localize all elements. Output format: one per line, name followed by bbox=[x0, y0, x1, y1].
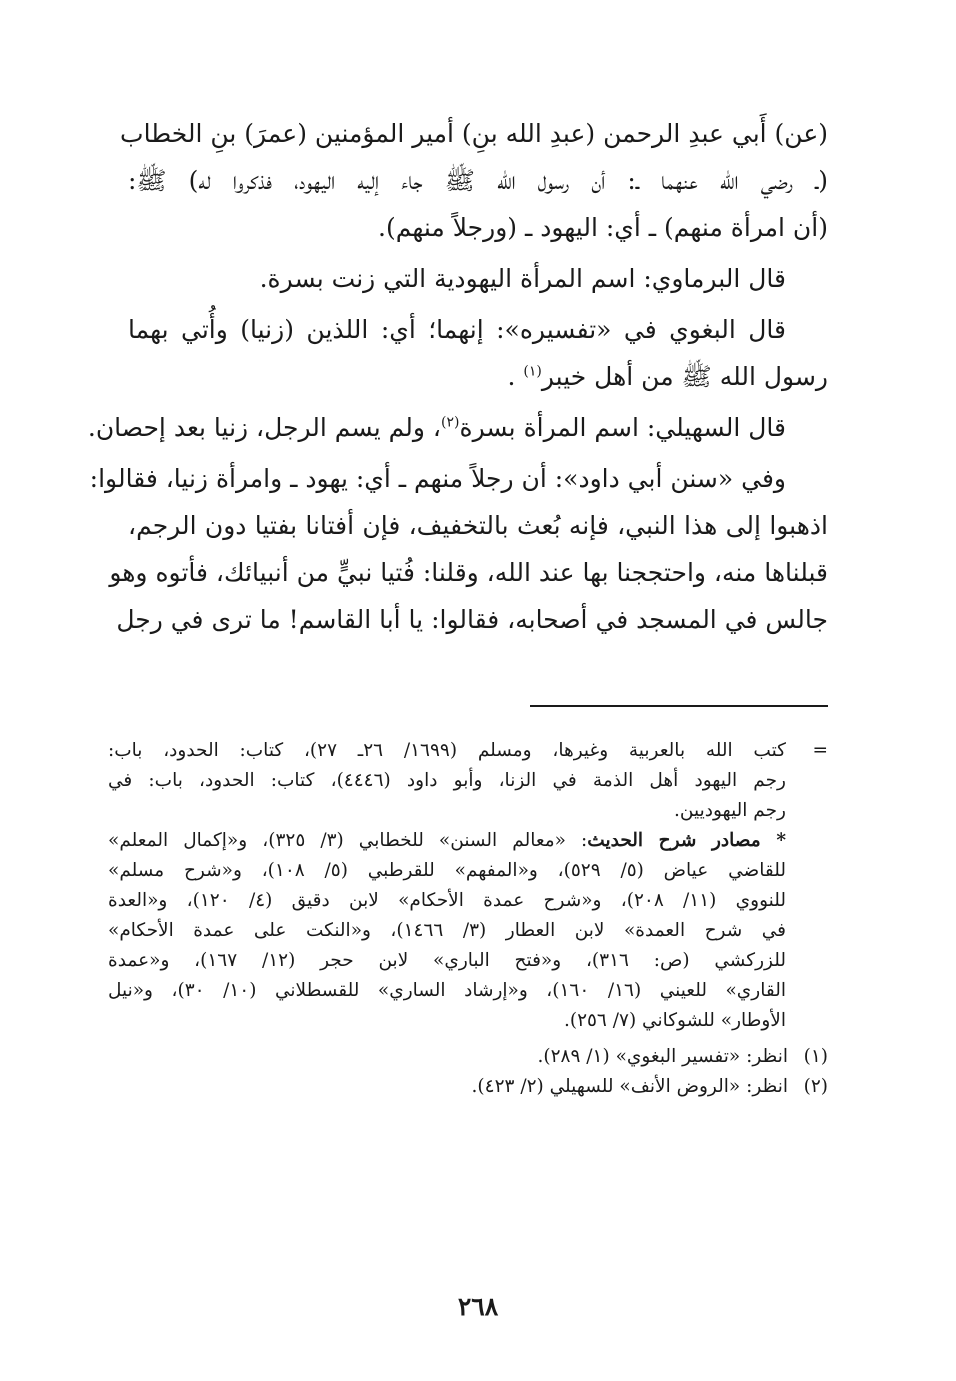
footnote-text: انظر: «تفسير البغوي» (١/ ٢٨٩). bbox=[537, 1046, 788, 1067]
text-line: قبلناها منه، واحتججنا بها عند الله، وقلنا: فُتيا نبيٍّ من أنبيائك، فأتوه وهو bbox=[109, 558, 828, 587]
footnotes-area bbox=[108, 736, 828, 1102]
footnote-list bbox=[108, 1042, 828, 1102]
footnote-ref[interactable]: (١) bbox=[523, 363, 542, 380]
note-line: للقاضي عياض (٥/ ٥٢٩)، و«المفهم» للقرطبي (٥/ ١٠٨)، و«شرح مسلم» bbox=[108, 860, 786, 881]
text-segment: رسول الله ﷺ من أهل خيبر bbox=[541, 362, 828, 391]
text-segment: قال السهيلي: اسم المرأة بسرة bbox=[459, 413, 786, 442]
text-line: وفي «سنن أبي داود»: أن رجلاً منهم ـ أي: يهود ـ وامرأة زنيا، فقالوا: bbox=[89, 464, 786, 493]
continuation-mark: = bbox=[812, 740, 828, 761]
text-line bbox=[87, 404, 828, 451]
page-number: ٢٦٨ bbox=[457, 1292, 499, 1321]
text-segment: : «معالم السنن» للخطابي (٣/ ٣٢٥)، و«إكمال المعلم» bbox=[108, 830, 588, 851]
footnote-item bbox=[108, 1072, 828, 1102]
text-line: قال البغوي في «تفسيره»: إنهما؛ أي: اللذين (زنيا) وأُتي بهما bbox=[128, 315, 786, 344]
text-segment: ، ولم يسم الرجل، زنيا بعد إحصان. bbox=[87, 413, 441, 442]
note-line: رجم اليهود أهل الذمة في الزنا، وأبو داود (٤٤٤٦)، كتاب: الحدود، باب: في bbox=[108, 770, 786, 791]
note-line: في شرح العمدة» لابن العطار (٣/ ١٤٦٦)، و«النكت على عمدة الأحكام» bbox=[108, 920, 786, 941]
text-line: قال البرماوي: اسم المرأة اليهودية التي زنت بسرة. bbox=[259, 264, 786, 293]
text-line: اذهبوا إلى هذا النبي، فإنه بُعث بالتخفيف، فإن أفتانا بفتيا دون الرجم، bbox=[128, 511, 828, 540]
text-line: (عن) أَبي عبدِ الرحمن (عبدِ الله بنِ) أمير المؤمنين (عمرَ) بنِ الخطاب bbox=[120, 119, 828, 148]
footnote-ref[interactable]: (٢) bbox=[441, 414, 460, 431]
text-segment: . bbox=[507, 362, 516, 391]
note-line: للنووي (١١/ ٢٠٨)، و«شرح عمدة الأحكام» لابن دقيق (٤/ ١٢٠)، و«العدة bbox=[108, 890, 786, 911]
footnote-text: انظر: «الروض الأنف» للسهيلي (٢/ ٤٢٣). bbox=[471, 1076, 788, 1097]
footnote-separator bbox=[530, 705, 828, 707]
note-line: رجم اليهوديين. bbox=[674, 800, 786, 821]
note-line: كتب الله بالعربية وغيرها، ومسلم (١٦٩٩/ ٢٦ـ ٢٧)، كتاب: الحدود، باب: bbox=[108, 740, 786, 761]
text-line bbox=[128, 353, 828, 400]
note-line: الأوطار» للشوكاني (٧/ ٢٥٦). bbox=[563, 1010, 786, 1031]
sources-label: * مصادر شرح الحديث bbox=[587, 830, 786, 851]
text-line: (أن امرأة منهم) ـ أي: اليهود ـ (ورجلاً منهم). bbox=[378, 213, 828, 242]
note-line bbox=[108, 826, 786, 856]
note-line: للزركشي (ص: ٣١٦)، و«فتح الباري» لابن حجر (١٢/ ١٦٧)، و«عمدة bbox=[108, 950, 786, 971]
main-text bbox=[87, 110, 828, 643]
text-line: جالس في المسجد في أصحابه، فقالوا: يا أبا القاسم! ما ترى في رجل bbox=[116, 605, 828, 634]
footnote-item bbox=[108, 1042, 828, 1072]
footnote-number: (٢) bbox=[803, 1076, 828, 1097]
text-line: (ـ رضي الله عنهما ـ: أن رسول الله ﷺ جاء إليه اليهود، فذكروا له) ﷺ: bbox=[128, 166, 828, 195]
note-line: القاري» للعيني (١٦/ ١٦٠)، و«إرشاد الساري» للقسطلاني (١٠/ ٣٠)، و«نيل bbox=[108, 980, 786, 1001]
footnote-number: (١) bbox=[803, 1046, 828, 1067]
